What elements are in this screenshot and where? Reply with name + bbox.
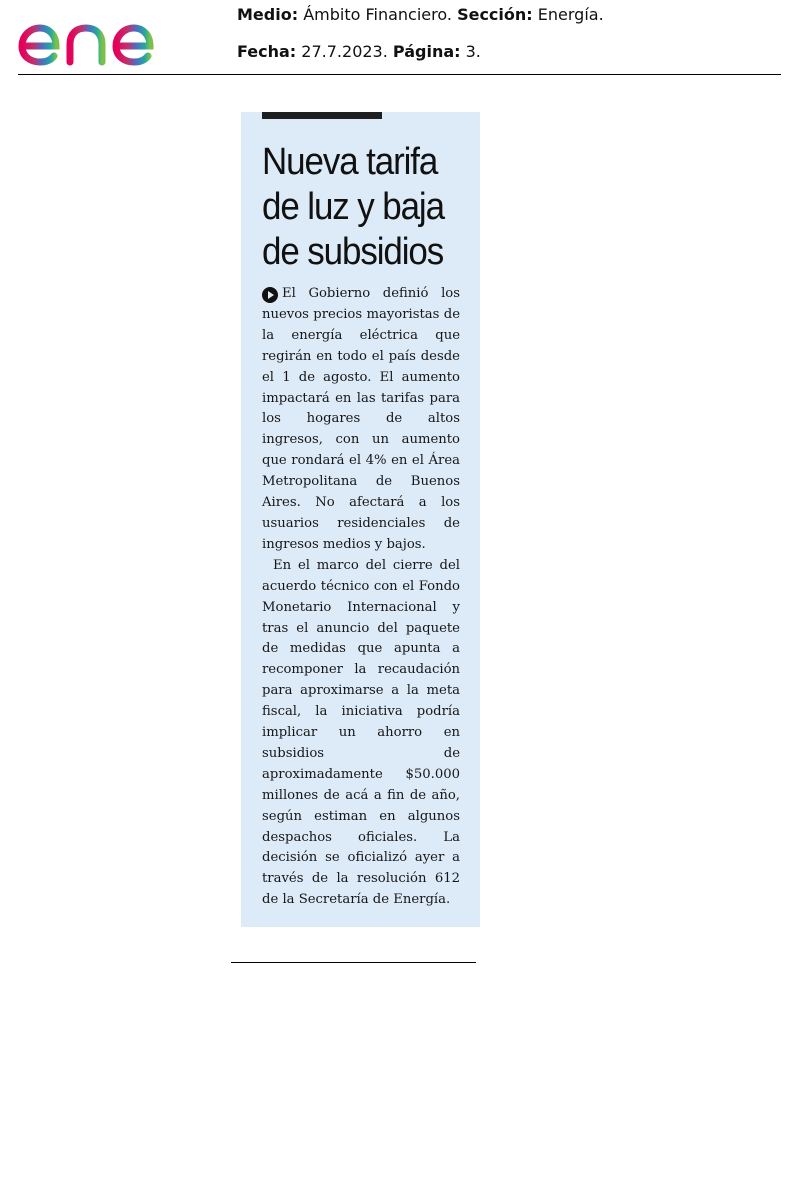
meta-medio-seccion (237, 5, 604, 24)
fecha-value: 27.7.2023. (301, 42, 388, 61)
pagina-value: 3. (465, 42, 481, 61)
seccion-value: Energía. (537, 5, 604, 24)
article-headline: Nueva tarifa de luz y baja de subsidios (262, 141, 444, 273)
medio-label: Medio: (237, 5, 299, 24)
article-paragraph-1: El Gobierno definió los nuevos precios mayoristas de la energía eléctrica que regirán en todo el país desde el 1 de agosto. El aumento impactará en las tarifas para los hogares de altos ingresos, con un aumento que rondará el 4% en el Área Metropolitana de Buenos Aires. No afectará a los usuarios residenciales de ingresos medios y bajos. (262, 286, 460, 552)
meta-fecha-pagina (237, 42, 481, 61)
article-clipping (241, 112, 480, 927)
article-paragraph-2: En el marco del cierre del acuerdo técnico con el Fondo Monetario Internacional y tras el anuncio del paquete de medidas que apunta a recomponer la recaudación para aproximarse a la meta fiscal, la iniciativa podría implicar un ahorro en subsidios de aproximadamente $50.000 millones de acá a fin de año, según estiman en algunos despachos oficiales. La decisión se oficializó ayer a través de la resolución 612 de la Secretaría de Energía. (262, 557, 460, 908)
seccion-label: Sección: (457, 5, 533, 24)
fecha-label: Fecha: (237, 42, 297, 61)
footer-divider (231, 962, 476, 963)
article-body (262, 284, 460, 911)
enel-logo (16, 6, 181, 66)
medio-value: Ámbito Financiero. (303, 5, 452, 24)
pagina-label: Página: (392, 42, 461, 61)
section-bar (262, 112, 382, 119)
header-divider (18, 74, 781, 75)
